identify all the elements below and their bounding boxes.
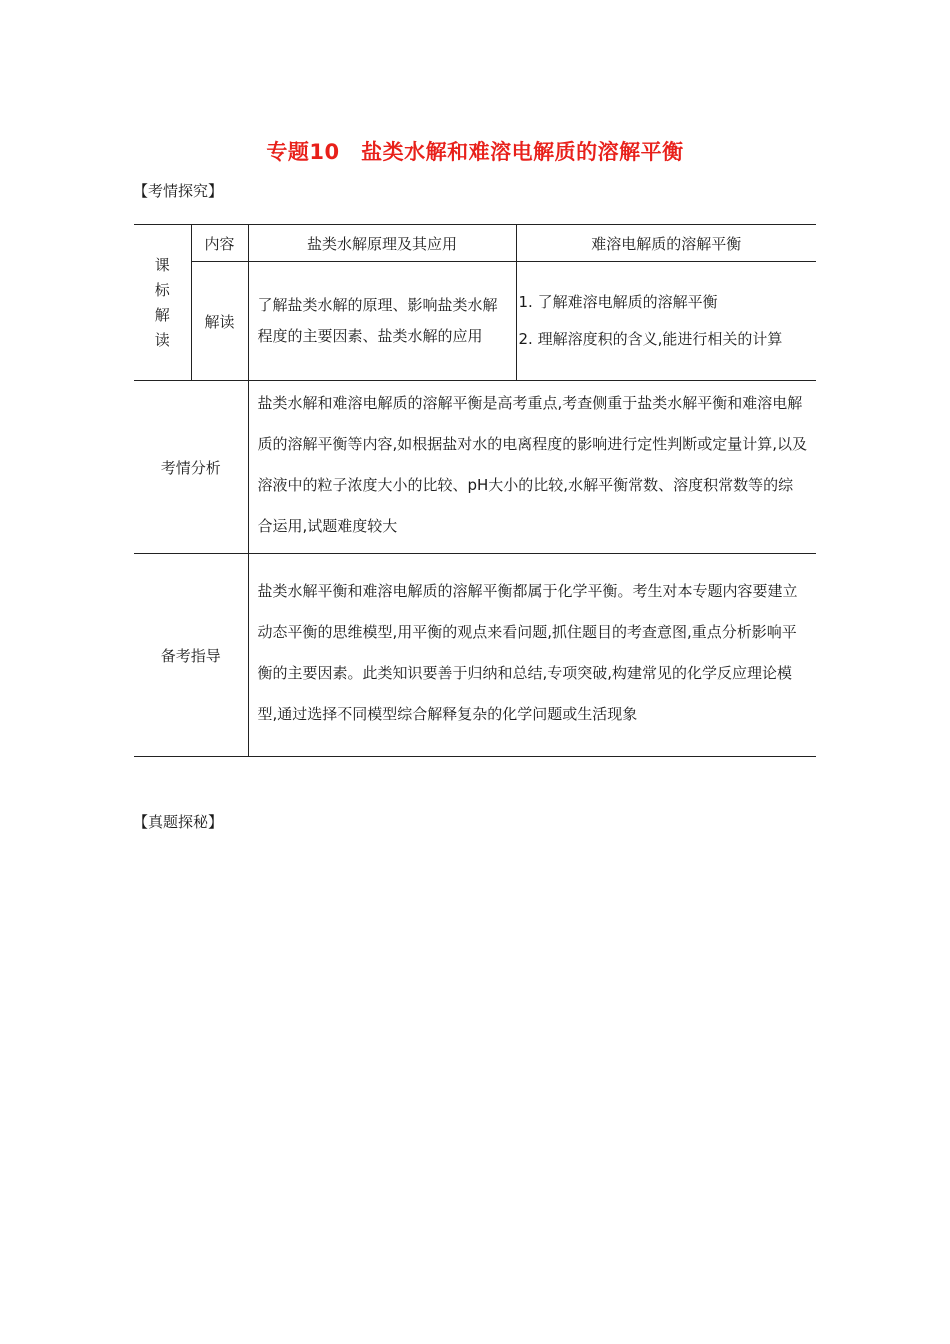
col2-header: 难溶电解质的溶解平衡: [516, 225, 816, 262]
col1-header: 盐类水解原理及其应用: [248, 225, 516, 262]
analysis-cell: [248, 381, 816, 554]
col2-interpret-cell: [516, 262, 816, 381]
interpret-label: 解读: [191, 262, 248, 381]
table-row: [134, 262, 816, 381]
col2-interpret-item: 1. 了解难溶电解质的溶解平衡: [518, 293, 718, 311]
row-header-curriculum: [134, 225, 191, 381]
guide-cell: [248, 554, 816, 757]
analysis-text: 盐类水解和难溶电解质的溶解平衡是高考重点,考查侧重于盐类水解平衡和难溶电解质的溶解平衡等内容,如根据盐对水的电离程度的影响进行定性判断或定量计算,以及溶液中的粒子浓度大小的比较、pH大小的比较,水解平衡常数、溶度积常数等的综合运用,试题难度较大: [257, 394, 808, 535]
col1-interpret: 了解盐类水解的原理、影响盐类水解程度的主要因素、盐类水解的应用: [257, 296, 498, 345]
section-label-real: 【真题探秘】: [133, 813, 224, 831]
section-label-exam: 【考情探究】: [133, 182, 224, 200]
table-row: [134, 225, 816, 262]
row-header-char: 标: [154, 280, 170, 299]
guide-label: 备考指导: [134, 554, 248, 757]
col2-interpret-item: 2. 理解溶度积的含义,能进行相关的计算: [518, 330, 783, 348]
content-label: 内容: [191, 225, 248, 262]
row-header-char: 解: [154, 305, 170, 324]
table-row: [134, 554, 816, 757]
col2-interpret: [517, 276, 817, 366]
col1-interpret-cell: [248, 262, 516, 381]
row-header-char: 读: [154, 330, 170, 349]
analysis-label: 考情分析: [134, 381, 248, 554]
page-title: 专题10 盐类水解和难溶电解质的溶解平衡: [266, 140, 684, 164]
guide-text: 盐类水解平衡和难溶电解质的溶解平衡都属于化学平衡。考生对本专题内容要建立动态平衡的思维模型,用平衡的观点来看问题,抓住题目的考查意图,重点分析影响平衡的主要因素。此类知识要善于归纳和总结,专项突破,构建常见的化学反应理论模型,通过选择不同模型综合解释复杂的化学问题或生活现象: [257, 582, 798, 723]
row-header-char: 课: [154, 255, 170, 274]
table-row: [134, 381, 816, 554]
exam-table: [134, 224, 816, 757]
